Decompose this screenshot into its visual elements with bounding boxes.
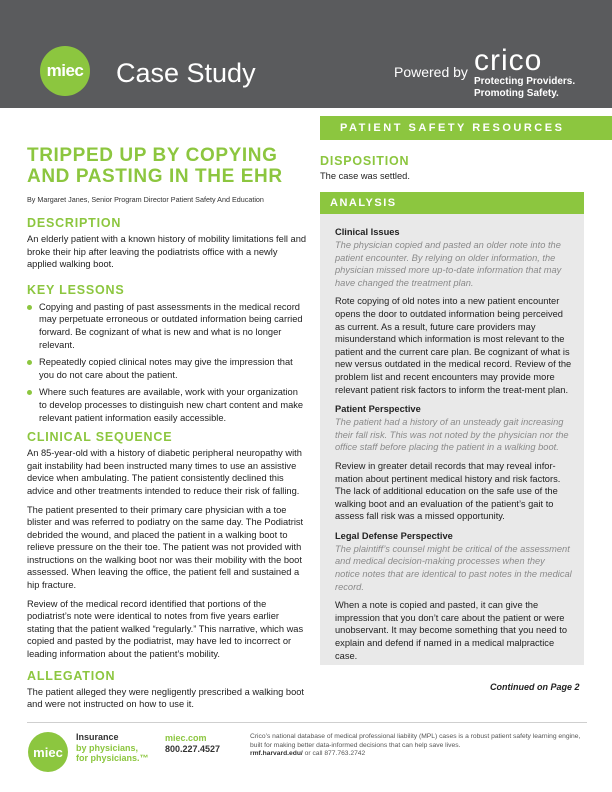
crico-tagline-line2: Promoting Safety.: [474, 88, 559, 99]
powered-by-label: Powered by: [394, 64, 468, 80]
patient-safety-resources-bar: PATIENT SAFETY RESOURCES: [320, 116, 612, 140]
crico-tagline-line1: Protecting Providers.: [474, 76, 576, 87]
clinical-issues-summary: The physician copied and pasted an older note into the patient encounter. By relying on older information, the physician missed more up-to-date information that may have changed the treatment plan.: [335, 240, 562, 288]
allegation-text: The patient alleged they were negligently prescribed a walking boot and were not instructed on how to use it.: [27, 686, 305, 710]
patient-perspective-text: Review in greater detail records that may reveal infor-mation about pertinent medical history and risk factors. The lack of additional education on the safe use of the walking boot and an evaluation of the patient’s gait to assess fall risk was a missed opportunity.: [335, 460, 561, 522]
allegation-heading: ALLEGATION: [27, 668, 116, 683]
footer-call-text: or call 877.763.2742: [302, 750, 366, 758]
clinical-sequence-heading: CLINICAL SEQUENCE: [27, 430, 173, 445]
clinical-issues-heading: Clinical Issues: [335, 227, 400, 237]
footer-note: [250, 733, 590, 759]
crico-tagline: [474, 76, 584, 100]
footer-divider: [27, 722, 587, 723]
key-lesson-item: Copying and pasting of past assessments in the medical record may perpetuate erroneous or outdated information being carried forward. Be cognizant of what is new and what is no longer relevant.: [27, 301, 307, 351]
miec-logo: miec: [40, 46, 90, 96]
analysis-heading: ANALYSIS: [320, 192, 584, 214]
legal-defense-heading: Legal Defense Perspective: [335, 530, 453, 541]
patient-perspective-heading: Patient Perspective: [335, 404, 421, 415]
disposition-heading: DISPOSITION: [320, 154, 410, 168]
byline: By Margaret Janes, Senior Program Director Patient Safety And Education: [27, 195, 264, 204]
header-banner: [0, 0, 612, 108]
footer-phone[interactable]: 800.227.4527: [165, 744, 221, 754]
footer-insurance-tagline: [76, 732, 149, 764]
clinical-sequence-paragraph: The patient presented to their primary care physician with a toe blister and was referred to podiatry on the same day. The Podiatrist debrided the wound, and placed the patient in a walking boot to relieve pressure on the their toe. The patient was not provided with instructions on the walking boot nor was their mobility with the boot assessed. When leaving the office, the patient fell and sustained a hip fracture.: [27, 504, 304, 591]
key-lesson-item: Where such features are available, work with your organization to develop processes to distinguish new chart content and make relevant patient information easily accessible.: [27, 386, 307, 424]
continued-link[interactable]: Continued on Page 2: [490, 682, 580, 692]
legal-defense-summary: The plaintiff’s counsel might be critical of the assessment and medical decision-making processes when they notice notes that are identical to past notes in the medical record.: [335, 543, 572, 592]
footer-website-link[interactable]: miec.com: [165, 733, 207, 743]
key-lessons-heading: KEY LESSONS: [27, 282, 125, 297]
footer-insurance-line2: by physicians,: [76, 742, 139, 753]
description-text: An elderly patient with a known history of mobility limitations fell and broke their hip after leaving the podiatrists office with a newly applied walking boot.: [27, 234, 307, 270]
clinical-issues-text: Rote copying of old notes into a new patient encounter opens the door to outdated information being perceived as current. As a result, future care providers may misunderstand which information is most relevant to the patient and the current care plan. Be cognizant of what is new versus outdated in the medical record. Review of the problem list and recent encounters may provide more relevant patient risk factors to inform the treat-ment plan.: [335, 296, 572, 395]
footer-insurance-line3: for physicians.™: [76, 753, 149, 763]
footer-contact: [165, 733, 220, 755]
header-title: Case Study: [116, 58, 256, 88]
clinical-sequence-paragraph: An 85-year-old with a history of diabetic peripheral neuropathy with gait instability had been instructed many times to use an assistive device when ambulating. The patient consistently declined this advice and other treatments intended to reduce their risk of falling.: [27, 448, 302, 496]
analysis-panel: [320, 214, 584, 665]
clinical-sequence-paragraph: Review of the medical record identified that portions of the podiatrist’s note were identical to notes from five years earlier stating that the patient walked “regularly.” This narrative, which was copied and pasted by the podiatrist, may have led to incorrect or leading information about the patient’s mobility.: [27, 598, 304, 660]
description-heading: DESCRIPTION: [27, 216, 122, 230]
footer-miec-logo: miec: [28, 732, 68, 772]
footer-rmf-link[interactable]: rmf.harvard.edu/: [250, 750, 303, 758]
footer-insurance-line1: Insurance: [76, 732, 119, 742]
disposition-text: The case was settled.: [320, 171, 410, 181]
legal-defense-text: When a note is copied and pasted, it can give the impression that you don’t care about the patient or were unobservant. It may become something that you need to explain and defend if named in a medical malpractice case.: [335, 600, 568, 661]
key-lesson-item: Repeatedly copied clinical notes may give the impression that you do not care about the patient.: [27, 356, 307, 381]
key-lessons-list: [27, 301, 307, 424]
patient-perspective-summary: The patient had a history of an unsteady gait increasing their fall risk. This was not noted by the physician nor the office staff before placing the patient in a walking boot.: [335, 417, 569, 453]
page-title-line2: AND PASTING IN THE EHR: [27, 166, 283, 187]
left-column: [27, 142, 307, 711]
page-title-line1: TRIPPED UP BY COPYING: [27, 145, 278, 166]
page-title: [27, 145, 307, 187]
footer-note-text: Crico’s national database of medical professional liability (MPL) cases is a robust patient safety learning engine, built for making better data-informed decisions that can help save lives.: [250, 733, 581, 749]
crico-logo: crico: [474, 44, 543, 77]
right-column: [320, 150, 584, 181]
